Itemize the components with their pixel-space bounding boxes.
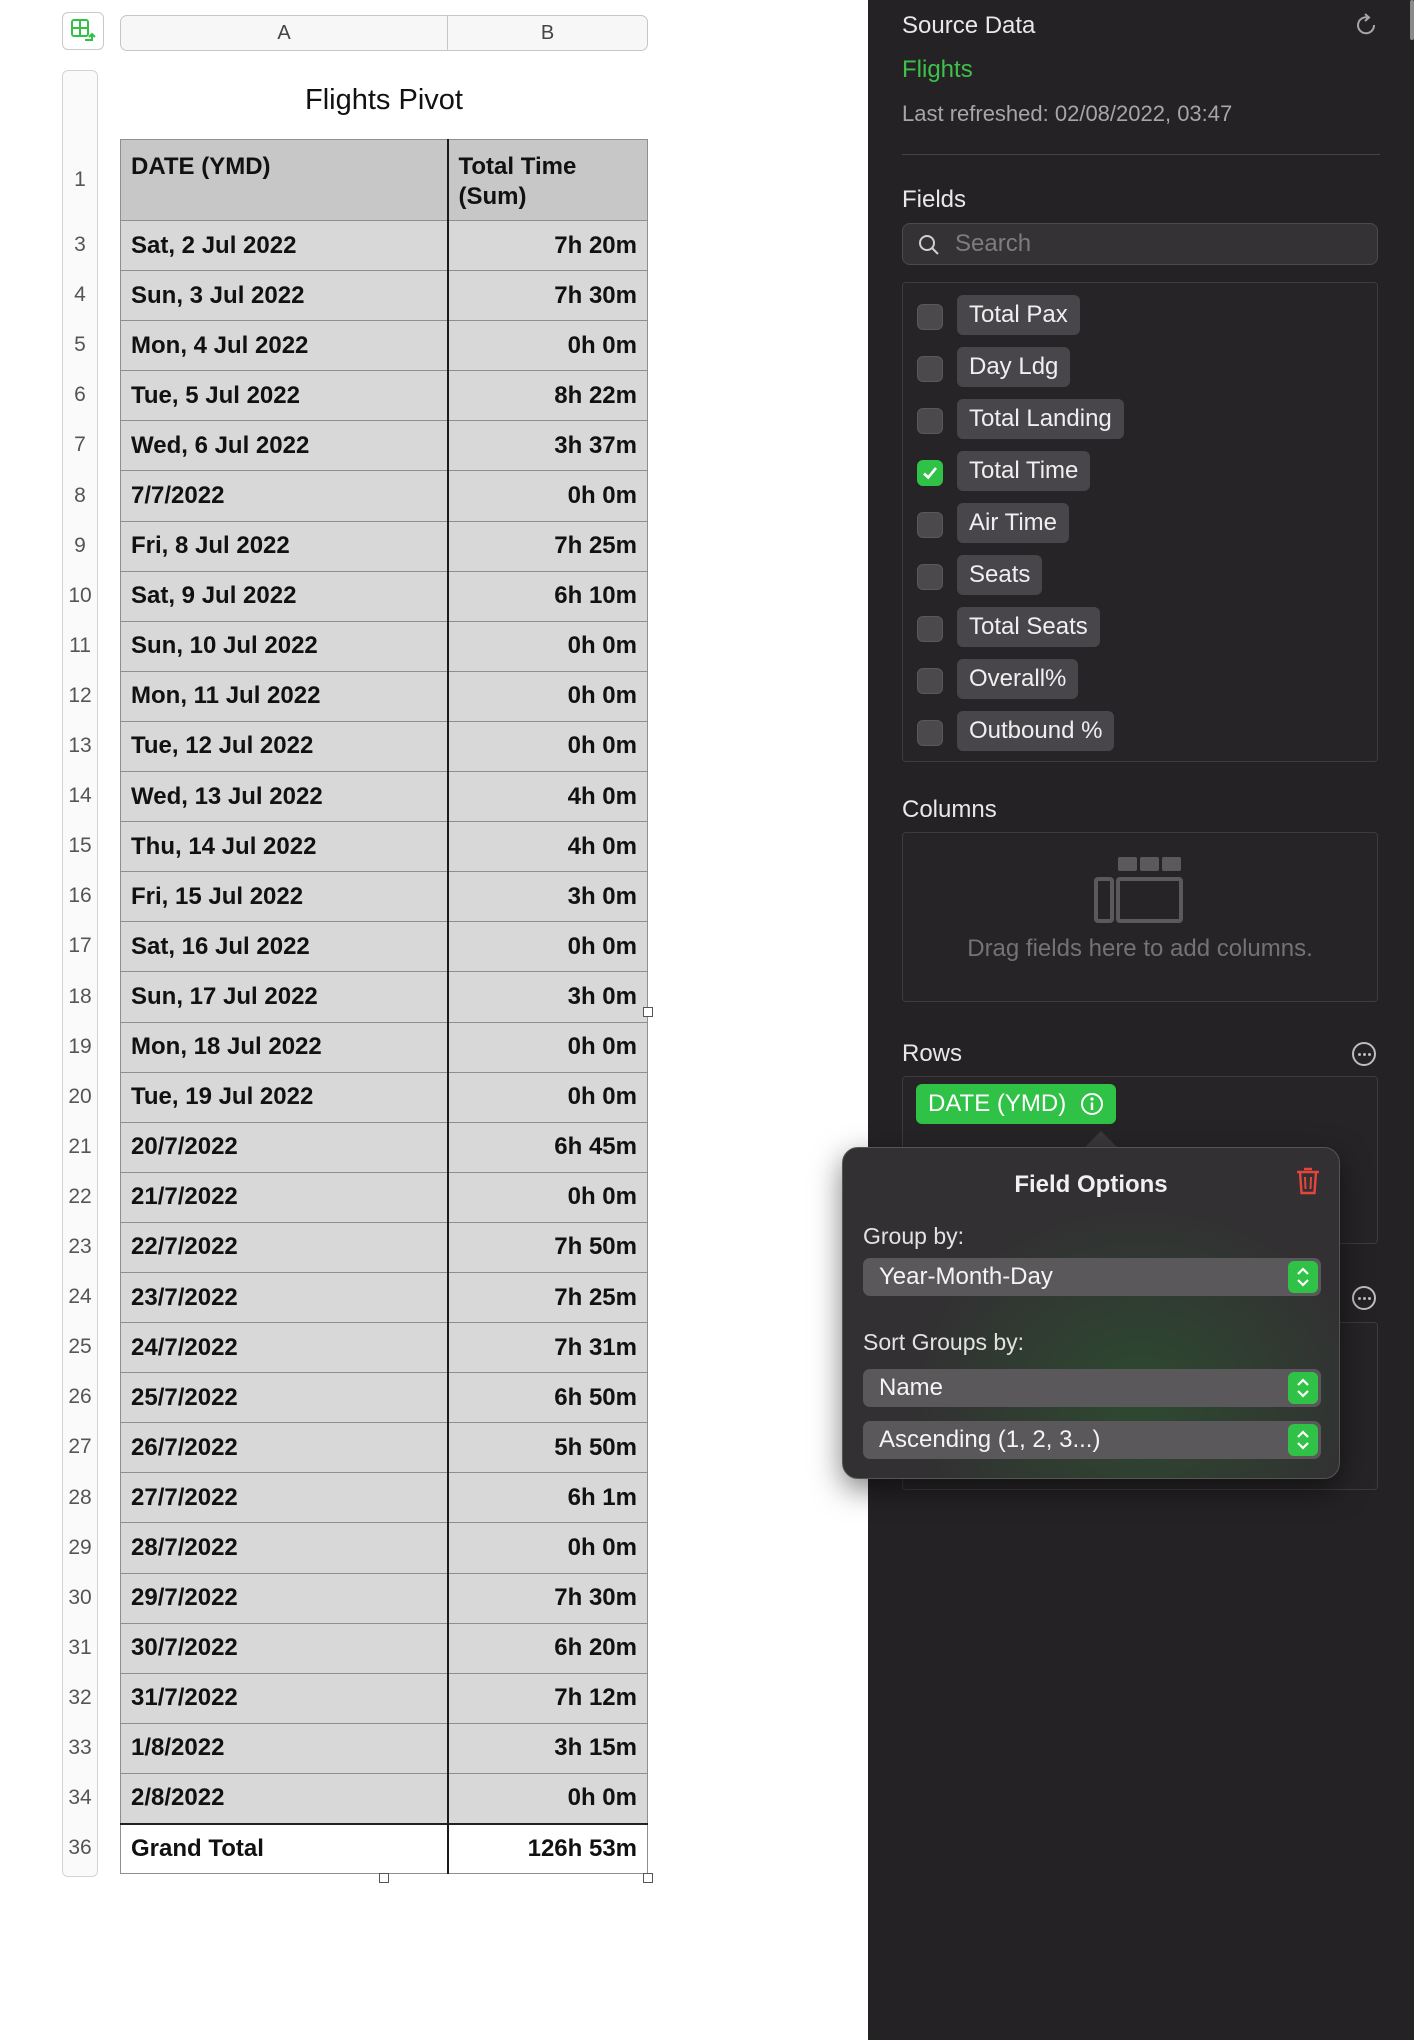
row-number[interactable]: 11 <box>69 633 91 657</box>
table-row <box>121 221 648 271</box>
row-number[interactable]: 9 <box>74 533 86 557</box>
total-time-cell[interactable]: 0h 0m <box>448 671 648 721</box>
total-time-cell[interactable]: 6h 20m <box>448 1623 648 1673</box>
inspector-scrollbar[interactable] <box>1410 0 1414 40</box>
field-pill[interactable]: Seats <box>957 555 1042 595</box>
row-number[interactable]: 27 <box>68 1435 92 1459</box>
date-cell[interactable]: 24/7/2022 <box>121 1323 448 1373</box>
total-time-cell[interactable]: 0h 0m <box>448 471 648 521</box>
row-number[interactable]: 5 <box>74 333 86 357</box>
total-time-cell[interactable]: 0h 0m <box>448 1072 648 1122</box>
total-time-cell[interactable]: 6h 10m <box>448 571 648 621</box>
table-row <box>121 1423 648 1473</box>
total-time-cell[interactable]: 7h 31m <box>448 1323 648 1373</box>
total-time-cell[interactable]: 3h 0m <box>448 972 648 1022</box>
date-cell[interactable]: 7/7/2022 <box>121 471 448 521</box>
table-row <box>121 571 648 621</box>
date-cell[interactable]: Tue, 5 Jul 2022 <box>121 371 448 421</box>
row-number[interactable]: 34 <box>68 1786 92 1810</box>
field-item <box>903 607 1377 647</box>
row-number[interactable]: 6 <box>74 383 86 407</box>
table-row <box>121 471 648 521</box>
row-number[interactable]: 33 <box>68 1736 92 1759</box>
field-item <box>903 555 1377 595</box>
fields-title: Fields <box>902 186 967 213</box>
date-cell[interactable]: Wed, 6 Jul 2022 <box>121 421 448 471</box>
total-time-cell[interactable]: 0h 0m <box>448 321 648 371</box>
values-more-button[interactable] <box>1352 1286 1376 1310</box>
total-time-cell[interactable]: 0h 0m <box>448 621 648 671</box>
table-row <box>121 1573 648 1623</box>
table-row <box>121 1723 648 1773</box>
table-row <box>121 321 648 371</box>
row-number[interactable]: 19 <box>68 1034 92 1058</box>
field-pill[interactable]: Total Seats <box>957 607 1100 647</box>
columns-title: Columns <box>902 796 997 823</box>
trash-icon[interactable] <box>1295 1166 1321 1196</box>
total-time-cell[interactable]: 8h 22m <box>448 371 648 421</box>
field-checkbox[interactable] <box>917 564 943 590</box>
last-refreshed-text: Last refreshed: 02/08/2022, 03:47 <box>902 101 1233 126</box>
row-number[interactable]: 28 <box>68 1485 92 1509</box>
row-number[interactable]: 29 <box>68 1535 92 1559</box>
search-input[interactable] <box>955 224 1355 264</box>
resize-handle-bottom[interactable] <box>379 1873 389 1883</box>
field-checkbox[interactable] <box>917 460 943 486</box>
section-divider <box>902 154 1380 155</box>
table-row <box>121 1072 648 1122</box>
row-number[interactable]: 16 <box>68 884 92 908</box>
group-by-value: Year-Month-Day <box>879 1263 1053 1290</box>
total-time-cell[interactable]: 0h 0m <box>448 1773 648 1823</box>
total-time-cell[interactable]: 7h 30m <box>448 1573 648 1623</box>
table-row <box>121 1022 648 1072</box>
table-row <box>121 772 648 822</box>
column-header-bar <box>120 15 648 51</box>
table-row <box>121 872 648 922</box>
table-row <box>121 271 648 321</box>
field-checkbox[interactable] <box>917 304 943 330</box>
grand-total-value[interactable]: 126h 53m <box>448 1824 648 1874</box>
refresh-icon[interactable] <box>1354 12 1378 38</box>
date-cell[interactable]: 25/7/2022 <box>121 1373 448 1423</box>
table-row <box>121 371 648 421</box>
table-row <box>121 1773 648 1823</box>
field-pill[interactable]: Total Time <box>957 451 1090 491</box>
pivot-table-icon <box>70 18 96 44</box>
date-cell[interactable]: 1/8/2022 <box>121 1723 448 1773</box>
row-number[interactable]: 21 <box>68 1134 92 1158</box>
table-row <box>121 621 648 671</box>
field-options-popover <box>842 1147 1340 1479</box>
date-cell[interactable]: 20/7/2022 <box>121 1122 448 1172</box>
row-number[interactable]: 4 <box>74 283 86 307</box>
rows-more-button[interactable] <box>1352 1042 1376 1066</box>
field-item <box>903 347 1377 387</box>
row-number[interactable]: 23 <box>68 1235 92 1258</box>
field-item <box>903 711 1377 751</box>
pivot-table-title[interactable]: Flights Pivot <box>305 84 463 116</box>
date-cell[interactable]: 2/8/2022 <box>121 1773 448 1823</box>
total-time-cell[interactable]: 0h 0m <box>448 1523 648 1573</box>
field-pill[interactable]: Total Pax <box>957 295 1080 335</box>
row-number[interactable]: 20 <box>68 1084 92 1108</box>
pivot-inspector-panel <box>868 0 1414 2040</box>
date-cell[interactable]: 27/7/2022 <box>121 1473 448 1523</box>
chevron-updown-icon <box>1288 1372 1318 1404</box>
sort-order-select[interactable] <box>863 1421 1321 1459</box>
row-number[interactable]: 7 <box>74 433 86 457</box>
field-pill[interactable]: Air Time <box>957 503 1069 543</box>
table-row <box>121 1122 648 1172</box>
table-row <box>121 721 648 771</box>
grand-total-row <box>121 1824 648 1874</box>
table-options-button[interactable] <box>62 12 104 50</box>
date-cell[interactable]: 30/7/2022 <box>121 1623 448 1673</box>
row-number[interactable]: 3 <box>74 233 86 256</box>
date-cell[interactable]: Sat, 16 Jul 2022 <box>121 922 448 972</box>
date-cell[interactable]: Mon, 11 Jul 2022 <box>121 671 448 721</box>
total-time-cell[interactable]: 5h 50m <box>448 1423 648 1473</box>
field-pill[interactable]: Day Ldg <box>957 347 1070 387</box>
total-time-cell[interactable]: 6h 45m <box>448 1122 648 1172</box>
total-time-cell[interactable]: 7h 20m <box>448 221 648 271</box>
row-number[interactable]: 25 <box>68 1335 92 1359</box>
checkmark-icon <box>921 464 939 482</box>
date-cell[interactable]: Sun, 10 Jul 2022 <box>121 621 448 671</box>
resize-handle-corner[interactable] <box>643 1873 653 1883</box>
total-time-cell[interactable]: 0h 0m <box>448 922 648 972</box>
field-checkbox[interactable] <box>917 668 943 694</box>
total-time-cell[interactable]: 0h 0m <box>448 1172 648 1222</box>
date-cell[interactable]: Sun, 3 Jul 2022 <box>121 271 448 321</box>
date-cell[interactable]: Wed, 13 Jul 2022 <box>121 772 448 822</box>
table-row <box>121 421 648 471</box>
row-number[interactable]: 14 <box>68 784 92 808</box>
table-row <box>121 1272 648 1322</box>
table-row <box>121 1172 648 1222</box>
source-data-title: Source Data <box>902 12 1036 39</box>
column-header-b[interactable]: B <box>540 21 555 44</box>
row-number[interactable]: 31 <box>68 1635 92 1659</box>
total-time-cell[interactable]: 7h 50m <box>448 1222 648 1272</box>
columns-placeholder-icon <box>1094 855 1184 923</box>
columns-drop-zone[interactable] <box>902 832 1378 1002</box>
field-checkbox[interactable] <box>917 356 943 382</box>
row-number[interactable]: 18 <box>68 984 92 1008</box>
search-icon <box>917 233 941 257</box>
row-field-pill[interactable] <box>916 1084 1116 1124</box>
date-cell[interactable]: 23/7/2022 <box>121 1272 448 1322</box>
row-field-label: DATE (YMD) <box>928 1090 1067 1117</box>
source-name-link[interactable]: Flights <box>902 56 973 83</box>
pivot-table <box>120 139 648 1874</box>
total-time-cell[interactable]: 7h 25m <box>448 1272 648 1322</box>
date-cell[interactable]: 21/7/2022 <box>121 1172 448 1222</box>
date-cell[interactable]: 22/7/2022 <box>121 1222 448 1272</box>
group-by-label: Group by: <box>863 1223 964 1249</box>
table-row <box>121 1623 648 1673</box>
popover-title: Field Options <box>1014 1171 1168 1198</box>
field-item <box>903 659 1377 699</box>
total-time-cell[interactable]: 3h 0m <box>448 872 648 922</box>
total-time-cell[interactable]: 3h 15m <box>448 1723 648 1773</box>
field-checkbox[interactable] <box>917 408 943 434</box>
chevron-updown-icon <box>1288 1424 1318 1456</box>
rows-title: Rows <box>902 1040 963 1067</box>
group-by-select[interactable] <box>863 1258 1321 1296</box>
date-cell[interactable]: Sun, 17 Jul 2022 <box>121 972 448 1022</box>
sort-groups-label: Sort Groups by: <box>863 1329 1025 1355</box>
field-item <box>903 451 1377 491</box>
date-cell[interactable]: 29/7/2022 <box>121 1573 448 1623</box>
header-total-time[interactable]: Total Time (Sum) <box>448 140 648 221</box>
field-item <box>903 295 1377 335</box>
header-date[interactable]: DATE (YMD) <box>121 140 448 221</box>
row-number[interactable]: 26 <box>68 1385 92 1409</box>
column-header-a[interactable]: A <box>121 16 448 50</box>
total-time-cell[interactable]: 6h 50m <box>448 1373 648 1423</box>
date-cell[interactable]: 28/7/2022 <box>121 1523 448 1573</box>
field-pill[interactable]: Total Landing <box>957 399 1124 439</box>
row-number[interactable]: 13 <box>68 734 92 757</box>
field-pill[interactable]: Outbound % <box>957 711 1114 751</box>
field-checkbox[interactable] <box>917 512 943 538</box>
table-row <box>121 1473 648 1523</box>
row-number[interactable]: 36 <box>68 1836 92 1860</box>
chevron-updown-icon <box>1288 1261 1318 1293</box>
popover-arrow <box>1084 1131 1118 1148</box>
total-time-cell[interactable]: 4h 0m <box>448 822 648 872</box>
date-cell[interactable]: Fri, 15 Jul 2022 <box>121 872 448 922</box>
total-time-cell[interactable]: 7h 12m <box>448 1673 648 1723</box>
sort-by-value: Name <box>879 1374 944 1401</box>
row-number[interactable]: 10 <box>68 583 92 607</box>
date-cell[interactable]: Fri, 8 Jul 2022 <box>121 521 448 571</box>
date-cell[interactable]: 26/7/2022 <box>121 1423 448 1473</box>
total-time-cell[interactable]: 6h 1m <box>448 1473 648 1523</box>
total-time-cell[interactable]: 7h 25m <box>448 521 648 571</box>
table-row <box>121 671 648 721</box>
total-time-cell[interactable]: 4h 0m <box>448 772 648 822</box>
grand-total-label[interactable]: Grand Total <box>121 1824 448 1874</box>
fields-list <box>902 282 1378 762</box>
header-row <box>121 140 648 221</box>
total-time-cell[interactable]: 7h 30m <box>448 271 648 321</box>
date-cell[interactable]: Mon, 18 Jul 2022 <box>121 1022 448 1072</box>
sort-order-value: Ascending (1, 2, 3...) <box>879 1426 1101 1453</box>
fields-search[interactable] <box>902 223 1378 265</box>
row-number[interactable]: 1 <box>74 168 86 191</box>
total-time-cell[interactable]: 0h 0m <box>448 1022 648 1072</box>
date-cell[interactable]: Mon, 4 Jul 2022 <box>121 321 448 371</box>
date-cell[interactable]: Tue, 19 Jul 2022 <box>121 1072 448 1122</box>
row-number[interactable]: 8 <box>74 483 86 507</box>
sort-by-select[interactable] <box>863 1369 1321 1407</box>
field-pill[interactable]: Overall% <box>957 659 1078 699</box>
row-number[interactable]: 32 <box>68 1685 92 1709</box>
table-row <box>121 1323 648 1373</box>
info-icon[interactable] <box>1080 1092 1104 1116</box>
table-row <box>121 822 648 872</box>
columns-drop-hint: Drag fields here to add columns. <box>967 935 1313 962</box>
field-checkbox[interactable] <box>917 720 943 746</box>
date-cell[interactable]: Thu, 14 Jul 2022 <box>121 822 448 872</box>
date-cell[interactable]: Sat, 2 Jul 2022 <box>121 221 448 271</box>
field-item <box>903 503 1377 543</box>
date-cell[interactable]: Sat, 9 Jul 2022 <box>121 571 448 621</box>
table-row <box>121 1222 648 1272</box>
field-item <box>903 399 1377 439</box>
resize-handle-right[interactable] <box>643 1007 653 1017</box>
total-time-cell[interactable]: 3h 37m <box>448 421 648 471</box>
table-row <box>121 1373 648 1423</box>
field-checkbox[interactable] <box>917 616 943 642</box>
date-cell[interactable]: Tue, 12 Jul 2022 <box>121 721 448 771</box>
table-row <box>121 922 648 972</box>
row-number[interactable]: 12 <box>68 683 92 707</box>
row-number[interactable]: 17 <box>68 934 92 958</box>
row-number[interactable]: 30 <box>68 1585 92 1609</box>
row-number[interactable]: 22 <box>68 1184 92 1208</box>
table-row <box>121 972 648 1022</box>
table-row <box>121 1673 648 1723</box>
row-number[interactable]: 24 <box>68 1285 92 1309</box>
table-row <box>121 1523 648 1573</box>
date-cell[interactable]: 31/7/2022 <box>121 1673 448 1723</box>
table-row <box>121 521 648 571</box>
total-time-cell[interactable]: 0h 0m <box>448 721 648 771</box>
row-number[interactable]: 15 <box>68 834 92 858</box>
